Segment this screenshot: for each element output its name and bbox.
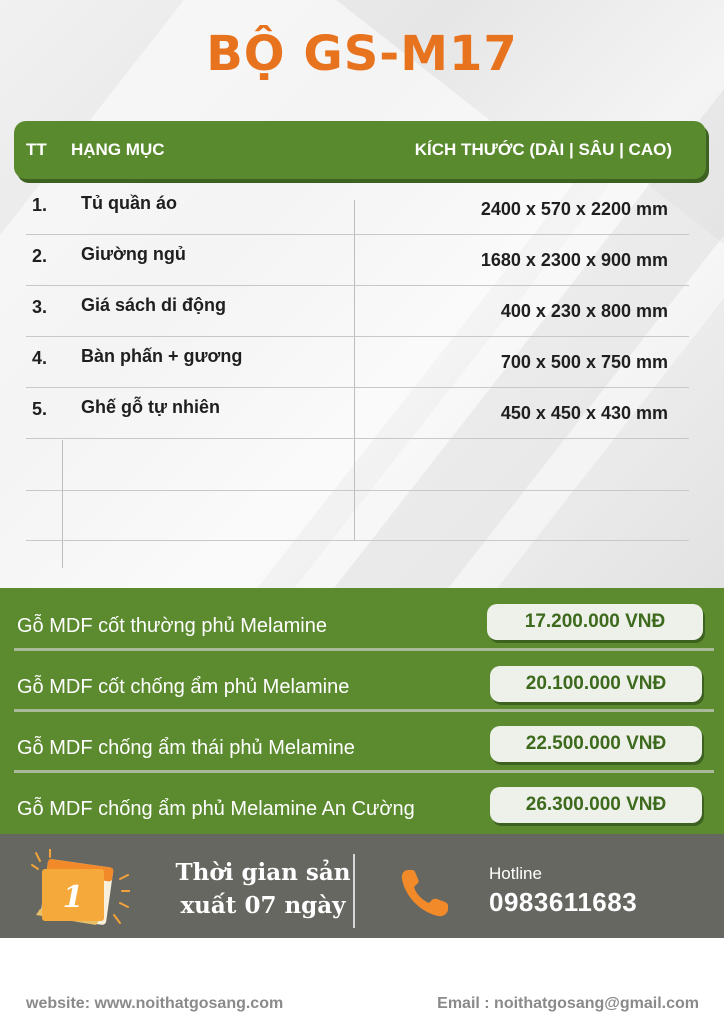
table-row [26, 234, 689, 286]
price-label: Gỗ MDF cốt chống ẩm phủ Melamine [17, 676, 350, 698]
price-value: 26.300.000 VNĐ [490, 787, 702, 823]
table-row [26, 336, 689, 388]
row-name: Giá sách di động [81, 295, 227, 315]
phone-icon [398, 866, 452, 920]
hotline-label: Hotline [489, 864, 542, 883]
row-name: Giường ngủ [81, 244, 186, 264]
row-name: Bàn phấn + gương [81, 346, 243, 366]
row-number: 4. [32, 348, 48, 368]
price-label: Gỗ MDF cốt thường phủ Melamine [17, 615, 327, 637]
price-value: 17.200.000 VNĐ [487, 604, 703, 640]
price-label: Gỗ MDF chống ẩm thái phủ Melamine [17, 737, 355, 759]
price-value: 20.100.000 VNĐ [490, 666, 702, 702]
row-size: 2400 x 570 x 2200 mm [480, 199, 668, 219]
table-row [26, 183, 689, 235]
row-name: Tủ quần áo [81, 193, 177, 213]
table-row [26, 285, 689, 337]
table-header [14, 121, 706, 179]
row-size: 700 x 500 x 750 mm [500, 352, 668, 372]
row-number: 1. [32, 195, 48, 215]
production-time: Thời gian sản xuất 07 ngày [175, 859, 351, 919]
header-item: HẠNG MỤC [71, 140, 165, 159]
hotline-number[interactable]: 0983611683 [489, 887, 638, 917]
calendar-day: 1 [62, 880, 84, 915]
header-size: KÍCH THƯỚC (DÀI | SÂU | CAO) [414, 140, 672, 159]
header-tt: TT [26, 140, 47, 159]
row-number: 3. [32, 297, 48, 317]
email-link[interactable]: Email : noithatgosang@gmail.com [437, 995, 699, 1012]
row-size: 450 x 450 x 430 mm [500, 403, 668, 423]
row-size: 400 x 230 x 800 mm [500, 301, 668, 321]
price-row [0, 710, 724, 771]
website-link[interactable]: website: www.noithatgosang.com [26, 995, 284, 1012]
empty-row-line [26, 490, 689, 491]
price-row [0, 649, 724, 710]
footer-divider [353, 854, 355, 928]
info-band [0, 834, 724, 938]
table-row [26, 387, 689, 439]
price-label: Gỗ MDF chống ẩm phủ Melamine An Cường [17, 798, 415, 820]
row-number: 2. [32, 246, 48, 266]
page-title: BỘ GS-M17 [206, 26, 518, 82]
row-number: 5. [32, 399, 48, 419]
column-divider-left [62, 440, 63, 568]
calendar-icon [30, 849, 130, 929]
row-size: 1680 x 2300 x 900 mm [480, 250, 668, 270]
empty-row-line [26, 540, 689, 541]
price-value: 22.500.000 VNĐ [490, 726, 702, 762]
price-row [0, 771, 724, 832]
price-row [0, 588, 724, 649]
price-section [0, 588, 724, 834]
row-name: Ghế gỗ tự nhiên [81, 397, 221, 417]
